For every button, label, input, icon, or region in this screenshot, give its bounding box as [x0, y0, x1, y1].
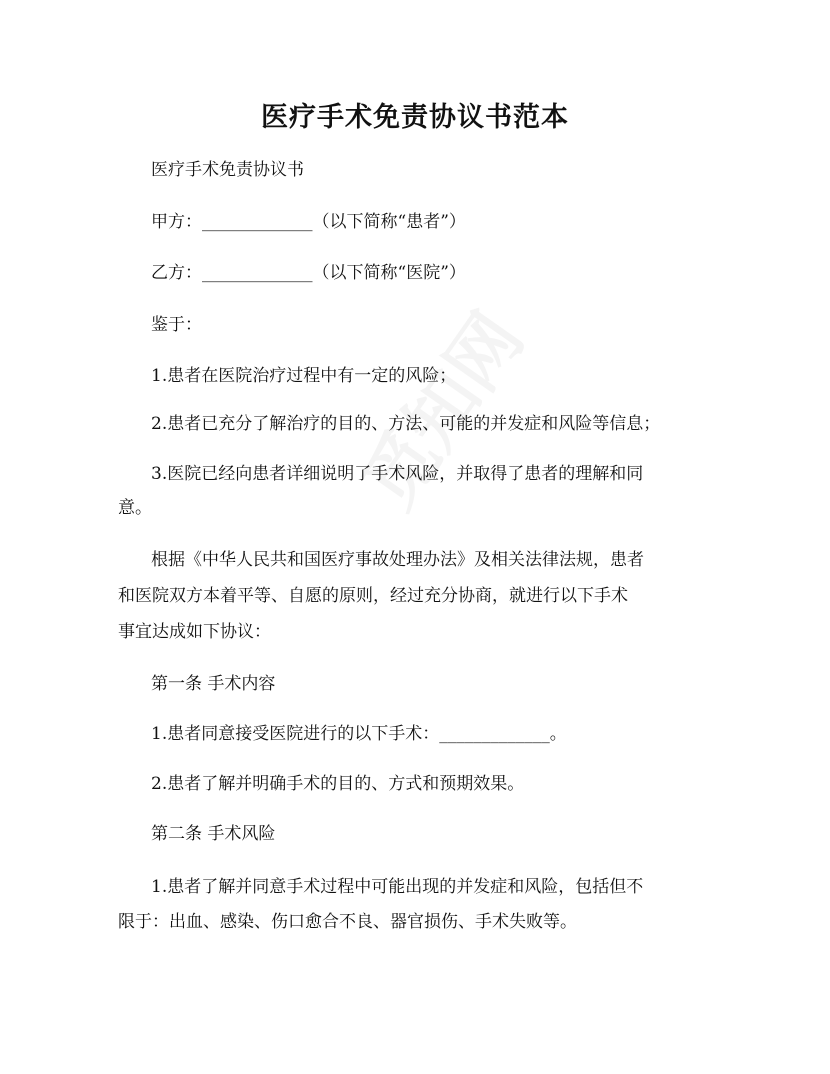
article-2-item-1: 1.患者了解并同意手术过程中可能出现的并发症和风险，包括但不 — [151, 877, 644, 897]
article-2-heading: 第二条 手术风险 — [151, 824, 276, 844]
subtitle-line: 医疗手术免责协议书 — [151, 160, 304, 180]
article-1-item-1: 1.患者同意接受医院进行的以下手术：_____________。 — [151, 724, 567, 744]
whereas-heading: 鉴于： — [151, 315, 202, 335]
whereas-item-1: 1.患者在医院治疗过程中有一定的风险； — [151, 366, 457, 386]
basis-paragraph-line-2: 和医院双方本着平等、自愿的原则，经过充分协商，就进行以下手术 — [118, 586, 628, 606]
document-title: 医疗手术免责协议书范本 — [261, 102, 569, 133]
whereas-item-2: 2.患者已充分了解治疗的目的、方法、可能的并发症和风险等信息； — [151, 414, 661, 434]
party-a-line: 甲方：_____________（以下简称“患者”） — [151, 212, 466, 232]
party-b-line: 乙方：_____________（以下简称“医院”） — [151, 263, 466, 283]
whereas-item-3: 3.医院已经向患者详细说明了手术风险，并取得了患者的理解和同 — [151, 464, 644, 484]
article-1-item-2: 2.患者了解并明确手术的目的、方式和预期效果。 — [151, 774, 525, 794]
article-1-heading: 第一条 手术内容 — [151, 674, 276, 694]
basis-paragraph-line-1: 根据《中华人民共和国医疗事故处理办法》及相关法律法规，患者 — [151, 550, 644, 570]
whereas-item-3-cont: 意。 — [118, 498, 152, 518]
basis-paragraph-line-3: 事宜达成如下协议： — [118, 622, 271, 642]
watermark — [333, 289, 542, 526]
article-2-item-1-cont: 限于：出血、感染、伤口愈合不良、器官损伤、手术失败等。 — [118, 912, 577, 932]
